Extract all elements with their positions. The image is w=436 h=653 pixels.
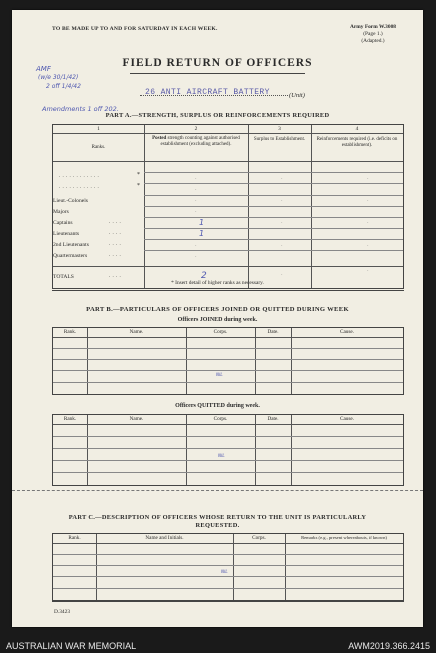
quitted-col-cause: Cause. xyxy=(340,416,354,422)
form-title: FIELD RETURN OF OFFICERS xyxy=(122,57,313,69)
part-c-bottom-rule xyxy=(52,601,404,602)
joined-col-cause: Cause. xyxy=(340,329,354,335)
posted-lieutenants-value: 1 xyxy=(199,229,205,238)
joined-col-rank: Rank. xyxy=(63,329,77,335)
rank-quartermasters: Quartermasters xyxy=(53,253,88,259)
header-ranks: Ranks. xyxy=(91,145,106,150)
col-number-1: 1 xyxy=(97,126,100,132)
part-c-title-line2: REQUESTED. xyxy=(195,522,240,529)
handwritten-note-4: Amendments 1 off 202. xyxy=(42,105,119,113)
part-c-nil-entry: NIL xyxy=(221,569,228,574)
quitted-col-date: Date. xyxy=(267,416,279,422)
form-number: Army Form W.3008 xyxy=(350,24,396,30)
col-number-4: 4 xyxy=(355,126,359,132)
part-a-table: 1 2 3 4 Ranks. Posted strength counting against authorised establishment (excluding attached). Surplus to Establishment. Reinforcements required (i.e. deficits on establishment). * * . . . . . . . . . . . . . . . . . . . . . . . . Lieut.-Colonels Majors Captains Lieutenants 2nd Lieutenants Quartermasters TOTALS . . . . . . . . . . . . . . . . . . . . · · · · · · · · · · · · · · · · 1 1 2 xyxy=(52,124,404,289)
part-c-title-line1: PART C.—DESCRIPTION OF OFFICERS WHOSE RETURN TO THE UNIT IS PARTICULARLY xyxy=(68,514,367,521)
unit-dotted-line xyxy=(140,95,288,96)
joined-col-corps: Corps. xyxy=(213,329,228,335)
col-number-3: 3 xyxy=(278,126,281,132)
rank-lieutenants: Lieutenants xyxy=(53,231,80,237)
quitted-col-rank: Rank. xyxy=(63,416,77,422)
handwritten-note-2: (w/e 30/1/42) xyxy=(38,74,79,81)
header-posted-bold: Posted xyxy=(152,136,167,141)
rank-lieut-colonels: Lieut.-Colonels xyxy=(53,198,88,204)
part-c-table xyxy=(52,533,404,601)
rank-captains: Captains xyxy=(53,220,73,226)
rank-majors: Majors xyxy=(53,209,69,215)
posted-captains-value: 1 xyxy=(199,218,205,227)
header-surplus: Surplus to Establishment. xyxy=(253,137,306,142)
part-c-col-remarks: Remarks (e.g., present whereabouts, if known) xyxy=(301,535,387,540)
joined-nil-entry: NIL xyxy=(216,372,223,377)
title-underline xyxy=(130,73,305,74)
form-code: D.3423 xyxy=(54,609,71,615)
part-c-col-name: Name and Initials. xyxy=(145,535,184,541)
asterisk-row-1: * xyxy=(137,172,140,178)
header-posted xyxy=(149,136,243,148)
part-a-footnote: * Insert detail of higher ranks as necessary. xyxy=(171,280,264,286)
posted-totals-value: 2 xyxy=(201,271,207,281)
joined-col-date: Date. xyxy=(267,329,279,335)
handwritten-note-1: AMF xyxy=(36,65,51,73)
caption-bar xyxy=(0,628,436,653)
header-instruction: TO BE MADE UP TO AND FOR SATURDAY IN EACH WEEK. xyxy=(52,26,218,32)
quitted-table xyxy=(52,414,404,486)
form-page: (Page 1.) xyxy=(363,31,383,37)
unit-name: 26 ANTI AIRCRAFT BATTERY xyxy=(145,88,270,97)
part-a-bottom-rule xyxy=(52,290,404,291)
form-number-block xyxy=(350,24,396,45)
handwritten-note-3: 2 off 1/4/42 xyxy=(46,83,81,90)
part-c-title xyxy=(12,514,423,530)
part-b-title: PART B.—PARTICULARS OF OFFICERS JOINED OR QUITTED DURING WEEK xyxy=(86,306,349,313)
joined-subtitle: Officers JOINED during week. xyxy=(177,317,258,323)
header-posted-rest: strength counting against authorised establishment (excluding attached). xyxy=(160,136,240,147)
col-number-2: 2 xyxy=(194,126,198,132)
quitted-col-name: Name. xyxy=(129,416,144,422)
quitted-subtitle: Officers QUITTED during week. xyxy=(175,403,260,409)
joined-col-name: Name. xyxy=(129,329,144,335)
part-c-col-rank: Rank. xyxy=(68,535,81,541)
unit-label: (Unit) xyxy=(289,92,305,99)
quitted-col-corps: Corps. xyxy=(213,416,228,422)
joined-table xyxy=(52,327,404,395)
quitted-nil-entry: NIL xyxy=(218,453,225,458)
form-adapted: (Adapted.) xyxy=(361,38,385,44)
rank-2nd-lieutenants: 2nd Lieutenants xyxy=(53,242,89,248)
header-reinforcements: Reinforcements required (i.e. deficits on establishment). xyxy=(316,137,398,148)
totals-label: TOTALS xyxy=(53,274,74,280)
perforation-line xyxy=(12,490,423,491)
asterisk-row-2: * xyxy=(137,183,140,189)
part-c-col-corps: Corps. xyxy=(252,535,266,541)
caption-source: AUSTRALIAN WAR MEMORIAL xyxy=(6,641,137,651)
part-a-title: PART A.—STRENGTH, SURPLUS OR REINFORCEMENTS REQUIRED xyxy=(105,112,330,119)
form-sheet xyxy=(12,10,423,627)
caption-accession: AWM2019.366.2415 xyxy=(348,641,430,651)
